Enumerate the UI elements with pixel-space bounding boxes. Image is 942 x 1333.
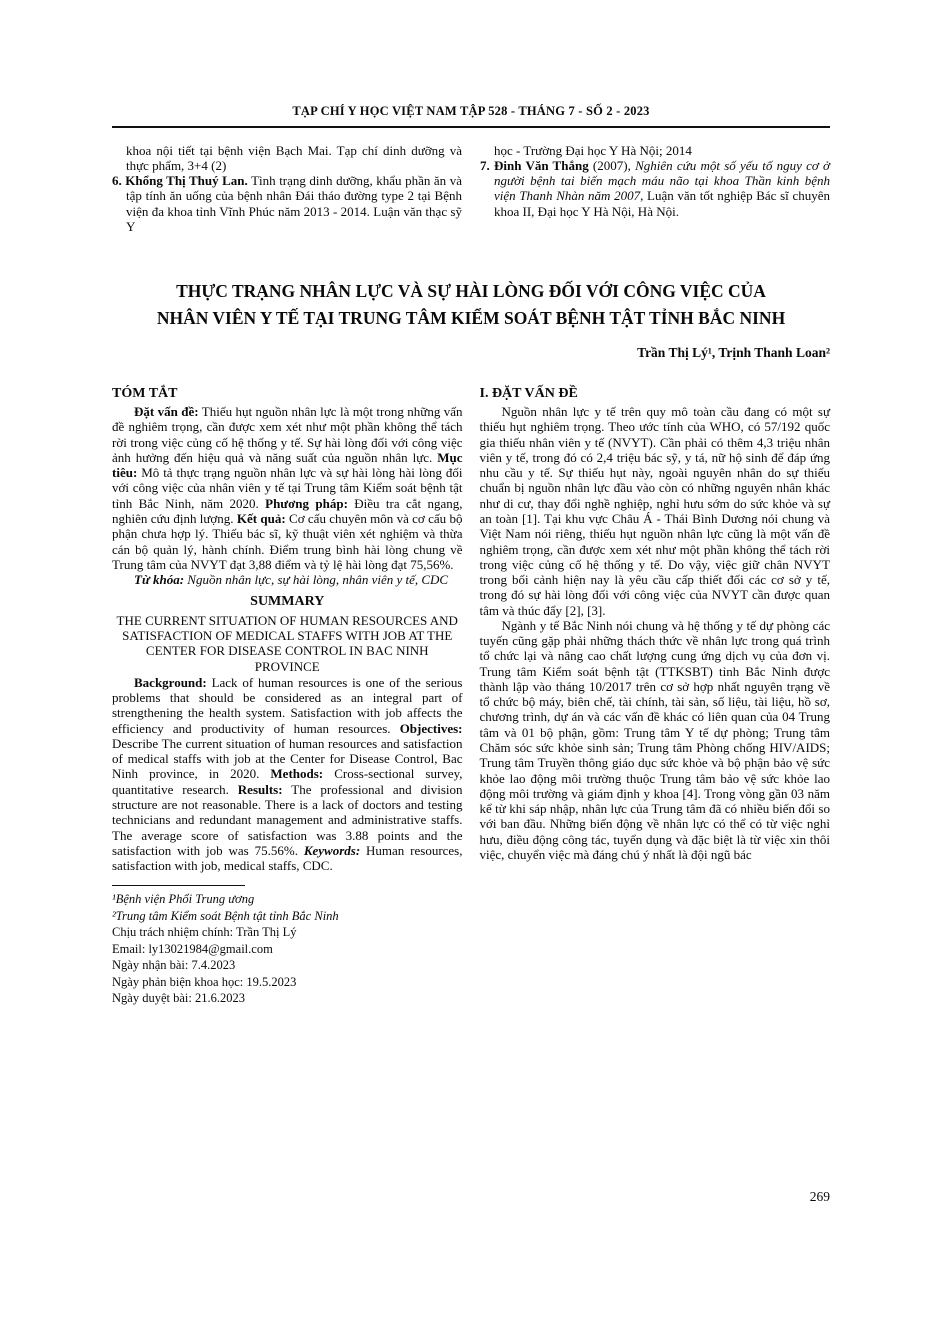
summary-label-methods: Methods: (270, 766, 324, 782)
abstract-text-methods: Điều tra cắt ngang, nghiên cứu định lượng. (112, 495, 463, 526)
summary-text-methods: Cross-sectional survey, quantitative research. (112, 766, 463, 797)
abstract-body (112, 404, 463, 572)
references-left-column (112, 143, 462, 235)
footnote-corresponding-author: Chịu trách nhiệm chính: Trần Thị Lý (112, 925, 297, 940)
introduction-paragraph-1: Nguồn nhân lực y tế trên quy mô toàn cầu đang có một sự thiếu hụt nghiêm trọng. Theo ước tính của WHO, có 57/192 quốc gia thiếu nhân viên y tế (NVYT). Cần phải có thêm 4,3 triệu nhân viên y tế, trong đó có 2,4 triệu bác sỹ, y tá, nữ hộ sinh để đáp ứng nhu cầu y tế. Sự thiếu hụt này, ngoài nguyên nhân do sự thiếu chuẩn bị nguồn nhân lực đầu vào còn có những nguyên nhân khác như di cư, thay đổi nghề nghiệp, nghỉ hưu sớm do sức khỏe và sự an toàn [1]. Tại khu vực Châu Á - Thái Bình Dương nói chung và Việt Nam nói riêng, thiếu hụt nguồn nhân lực cũng là một vấn đề nghiêm trọng, cần được xem xét như một phần không thể tách rời trong việc củng cố hệ thống y tế. Do vậy, việc giữ chân NVYT trong bối cảnh hiện nay là yêu cầu cấp thiết đối các cơ sở y tế, trong đó sự hài lòng đối với công việc của NVYT cần được quan tâm và thúc đẩy [2], [3]. (479, 404, 830, 618)
footnote-accepted-date: Ngày duyệt bài: 21.6.2023 (112, 991, 245, 1006)
abstract-keywords (112, 572, 463, 587)
footnote-received-date: Ngày nhận bài: 7.4.2023 (112, 958, 236, 973)
introduction-heading: I. ĐẶT VẤN ĐỀ (479, 385, 578, 401)
reference-7-author: 7. Đinh Văn Thắng (480, 157, 589, 173)
summary-keywords-text: Human resources, satisfaction with job, medical staffs, CDC. (112, 842, 463, 874)
abstract-label-background: Đặt vấn đề: (134, 404, 199, 420)
abstract-heading: TÓM TẮT (112, 385, 178, 401)
summary-label-objectives: Objectives: (399, 720, 463, 736)
footnote-review-date: Ngày phản biện khoa học: 19.5.2023 (112, 974, 297, 989)
reference-7-title: Nghiên cứu một số yếu tố nguy cơ ở người bệnh tai biến mạch máu não tại khoa Thần kinh bệnh viện Thanh Nhàn năm 2007 (494, 157, 830, 204)
summary-label-background: Background: (134, 674, 207, 690)
left-column (112, 383, 463, 1007)
abstract-text-background: Thiếu hụt nguồn nhân lực là một trong những vấn đề nghiêm trọng, cần được xem xét như một phần không thể tách rời trong việc củng cố hệ thống y tế. Sự hài lòng đối với công việc ảnh hưởng đến hiệu quả và năng suất của nguồn nhân lực. (112, 404, 463, 465)
article-title-line2: NHÂN VIÊN Y TẾ TẠI TRUNG TÂM KIỂM SOÁT BỆNH TẬT TỈNH BẮC NINH (156, 307, 786, 328)
references-right-column (480, 143, 830, 235)
abstract-text-results: Cơ cấu chuyên môn và cơ cấu bộ phận chưa hợp lý. Thiếu bác sĩ, kỹ thuật viên xét nghiệm và thừa cán bộ quản lý, hành chính. Điểm trung bình hài lòng chung về Trung tâm của NVYT đạt 3,88 điểm và tỷ lệ hài lòng đạt 75,56%. (112, 511, 463, 572)
article-body (112, 383, 830, 1007)
footnote-email: Email: ly13021984@gmail.com (112, 941, 273, 956)
right-column (480, 383, 831, 1007)
reference-item-6 (112, 173, 462, 234)
article-authors: Trần Thị Lý¹, Trịnh Thanh Loan² (637, 344, 830, 360)
reference-6-author: 6. Khổng Thị Thuý Lan. (112, 173, 248, 189)
abstract-text-objectives: Mô tả thực trạng nguồn nhân lực và sự hài lòng hài lòng đối với công việc của nhân viên y tế tại Trung tâm Kiểm soát bệnh tật tỉnh Bắc Ninh, năm 2020. (112, 465, 463, 511)
footnote-affiliation-2: ²Trung tâm Kiểm soát Bệnh tật tỉnh Bắc Ninh (112, 908, 339, 923)
summary-label-results: Results: (237, 781, 283, 797)
abstract-keywords-label (134, 572, 184, 587)
page-number: 269 (809, 1189, 830, 1205)
article-title-line1: THỰC TRẠNG NHÂN LỰC VÀ SỰ HÀI LÒNG ĐỐI VỚI CÔNG VIỆC CỦA (176, 281, 766, 302)
summary-keywords-label-text: Keywords: (303, 842, 361, 858)
summary-keywords-label (304, 843, 360, 858)
summary-heading: SUMMARY (250, 594, 325, 610)
reference-7-source: , Luận văn tốt nghiệp Bác sĩ chuyên khoa II, Đại học Y Hà Nội, Hà Nội. (494, 188, 830, 219)
footnotes (112, 885, 463, 1007)
abstract-keywords-text: Nguồn nhân lực, sự hài lòng, nhân viên y tế, CDC (184, 572, 449, 588)
footnote-separator (112, 885, 245, 886)
reference-item-7 (480, 158, 830, 219)
abstract-label-results: Kết quả: (236, 511, 286, 526)
abstract-label-methods: Phương pháp: (265, 495, 348, 511)
reference-6-text: Tình trạng dinh dưỡng, khẩu phần ăn và tập tính ăn uống của bệnh nhân Đái tháo đường type 2 tại Bệnh viện đa khoa tỉnh Vĩnh Phúc năm 2013 - 2014. Luận văn thạc sỹ Y (126, 173, 462, 235)
abstract-keywords-label-text: Từ khóa: (134, 572, 185, 588)
references-section (112, 143, 830, 235)
footnote-affiliation-1: ¹Bệnh viện Phổi Trung ương (112, 892, 255, 907)
article-title (112, 278, 830, 331)
summary-body (112, 675, 463, 873)
summary-text-background: Lack of human resources is one of the serious problems that should be considered as an integral part of strengthening the health system. Satisfaction with job affects the efficiency and productivity of human resources. (112, 674, 463, 736)
reference-continuation-right: học - Trường Đại học Y Hà Nội; 2014 (494, 142, 692, 158)
reference-7-year: (2007), (588, 157, 636, 173)
summary-text-results: The professional and division structure are not reasonable. There is a lack of doctors and testing technicians and redundant management and administrative staffs. The average score of satisfaction was 3.88 points and the satisfaction with job was 75.56%. (112, 781, 463, 858)
introduction-paragraph-2: Ngành y tế Bắc Ninh nói chung và hệ thống y tế dự phòng các tuyến cũng gặp phải những thách thức về nhân lực trong quá trình tổ chức lại và nâng cao chất lượng cung ứng dịch vụ của đơn vị. Trung tâm Kiểm soát bệnh tật (TTKSBT) tỉnh Bắc Ninh được thành lập vào tháng 10/2017 trên cơ sở hợp nhất nguyên trạng về tổ chức bộ máy, biên chế, tài chính, tài sản, số liệu, tài liệu, hồ sơ, chương trình, dự án và các vấn đề khác có liên quan của 04 Trung tâm và 01 bộ phận, gồm: Trung tâm Y tế dự phòng; Trung tâm Chăm sóc sức khỏe sinh sản; Trung tâm Phòng chống HIV/AIDS; Trung tâm Truyền thông giáo dục sức khỏe và bộ phận bảo vệ sức khỏe lao động môi trường thuộc Trung tâm bảo vệ sức khỏe lao động môi trường và giám định y khoa [4]. Trong vòng gần 03 năm kể từ khi sáp nhập, nhân lực của Trung tâm đã có nhiều biến đổi so với ban đầu. Những biến động về nhân lực có thể có từ việc nghỉ hưu, điều động công tác, tuyển dụng và đặc biệt là từ việc xin thôi việc, chuyển việc mà đáng chú ý nhất là đội ngũ bác (479, 617, 830, 862)
summary-text-objectives: Describe The current situation of human resources and satisfaction of medical staffs with job at the Center for Disease Control, Bac Ninh province, in 2020. (112, 735, 463, 782)
reference-continuation-left: khoa nội tiết tại bệnh viện Bạch Mai. Tạp chí dinh dưỡng và thực phẩm, 3+4 (2) (126, 142, 462, 173)
journal-header (112, 104, 830, 128)
abstract-label-objectives: Mục tiêu: (112, 449, 463, 481)
journal-header-text: TẠP CHÍ Y HỌC VIỆT NAM TẬP 528 - THÁNG 7 - SỐ 2 - 2023 (292, 104, 650, 118)
summary-title: THE CURRENT SITUATION OF HUMAN RESOURCES AND SATISFACTION OF MEDICAL STAFFS WITH JOB AT THE CENTER FOR DISEASE CONTROL IN BAC NINH PROVINCE (116, 612, 458, 674)
